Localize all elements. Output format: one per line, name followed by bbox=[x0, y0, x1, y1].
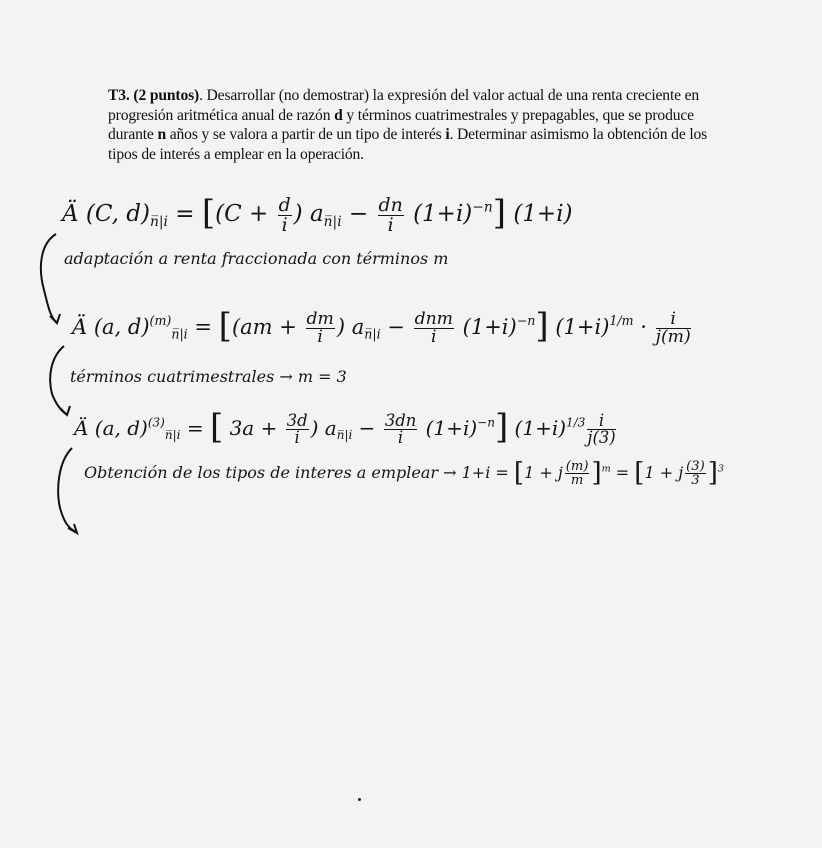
note-cuatrimestral: términos cuatrimestrales → m = 3 bbox=[70, 367, 347, 386]
paper-speck bbox=[358, 798, 361, 801]
fraction: $\frac{i}{j(m)}$ bbox=[655, 308, 691, 347]
note-adaptation: adaptación a renta fraccionada con términos m bbox=[64, 249, 449, 268]
fraction: $\frac{(m)}{m}$ bbox=[565, 458, 589, 488]
fraction: $\frac{3d}{i}$ bbox=[286, 410, 308, 447]
fraction: $\frac{d}{i}$ bbox=[278, 193, 291, 236]
note-interest-rates: Obtención de los tipos de interes a emplear → 1+i = [1 + j $\frac{(m)}{m}$ ]$^m$ = [1 + j $\frac{(3)}{3}$ ]$^3$ bbox=[84, 458, 725, 488]
brace-arrow-2 bbox=[40, 342, 80, 422]
question-statement: T3. (2 puntos). Desarrollar (no demostrar) la expresión del valor actual de una renta creciente en progresión aritmética anual de razón d y términos cuatrimestrales y prepagables, que se produce durante n años y se valora a partir de un tipo de interés i. Determinar asimismo la obtención de los tipos de interés a emplear en la operación. bbox=[108, 87, 708, 163]
question-label: T3. (2 puntos) bbox=[108, 87, 200, 104]
fraction: $\frac{\text{dnm}}{i}$ bbox=[414, 308, 453, 347]
fraction: $\frac{i}{j(3)}$ bbox=[587, 410, 616, 447]
fraction: $\frac{dm}{i}$ bbox=[306, 308, 334, 347]
brace-arrow-1 bbox=[30, 230, 70, 330]
formula-2: Ä (a, d)$^{(m)}_{n̅|i}$ = [(am + $\frac{dm}{i}$ ) $a_{n̅|i}$ − $\frac{\text{dnm}}{i}$ $(1+i)^{-n}$] $(1+i)^{1/m}$ · $\frac{i}{j(m)}$ bbox=[72, 306, 691, 347]
fraction: $\frac{3dn}{i}$ bbox=[384, 410, 417, 447]
brace-arrow-3 bbox=[50, 444, 90, 540]
fraction: $\frac{(3)}{3}$ bbox=[686, 458, 705, 488]
fraction: $\frac{dn}{i}$ bbox=[378, 193, 403, 236]
formula-1: Ä (C, $d)_{n̅|i} = [(C$ + $\frac{d}{i}$ ) $a_{n̅|i}$ − $\frac{dn}{i}$ $(1+i)^{-n}$] (1+i) bbox=[62, 193, 573, 236]
formula-3: Ä (a, d)$^{(3)}_{n̅|i}$ = [ 3a + $\frac{3d}{i}$ ) $a_{n̅|i}$ − $\frac{3dn}{i}$ $(1+i)^{-n}$] $(1+i)^{1/3}$ $\frac{i}{j(3)}$ bbox=[74, 407, 616, 447]
